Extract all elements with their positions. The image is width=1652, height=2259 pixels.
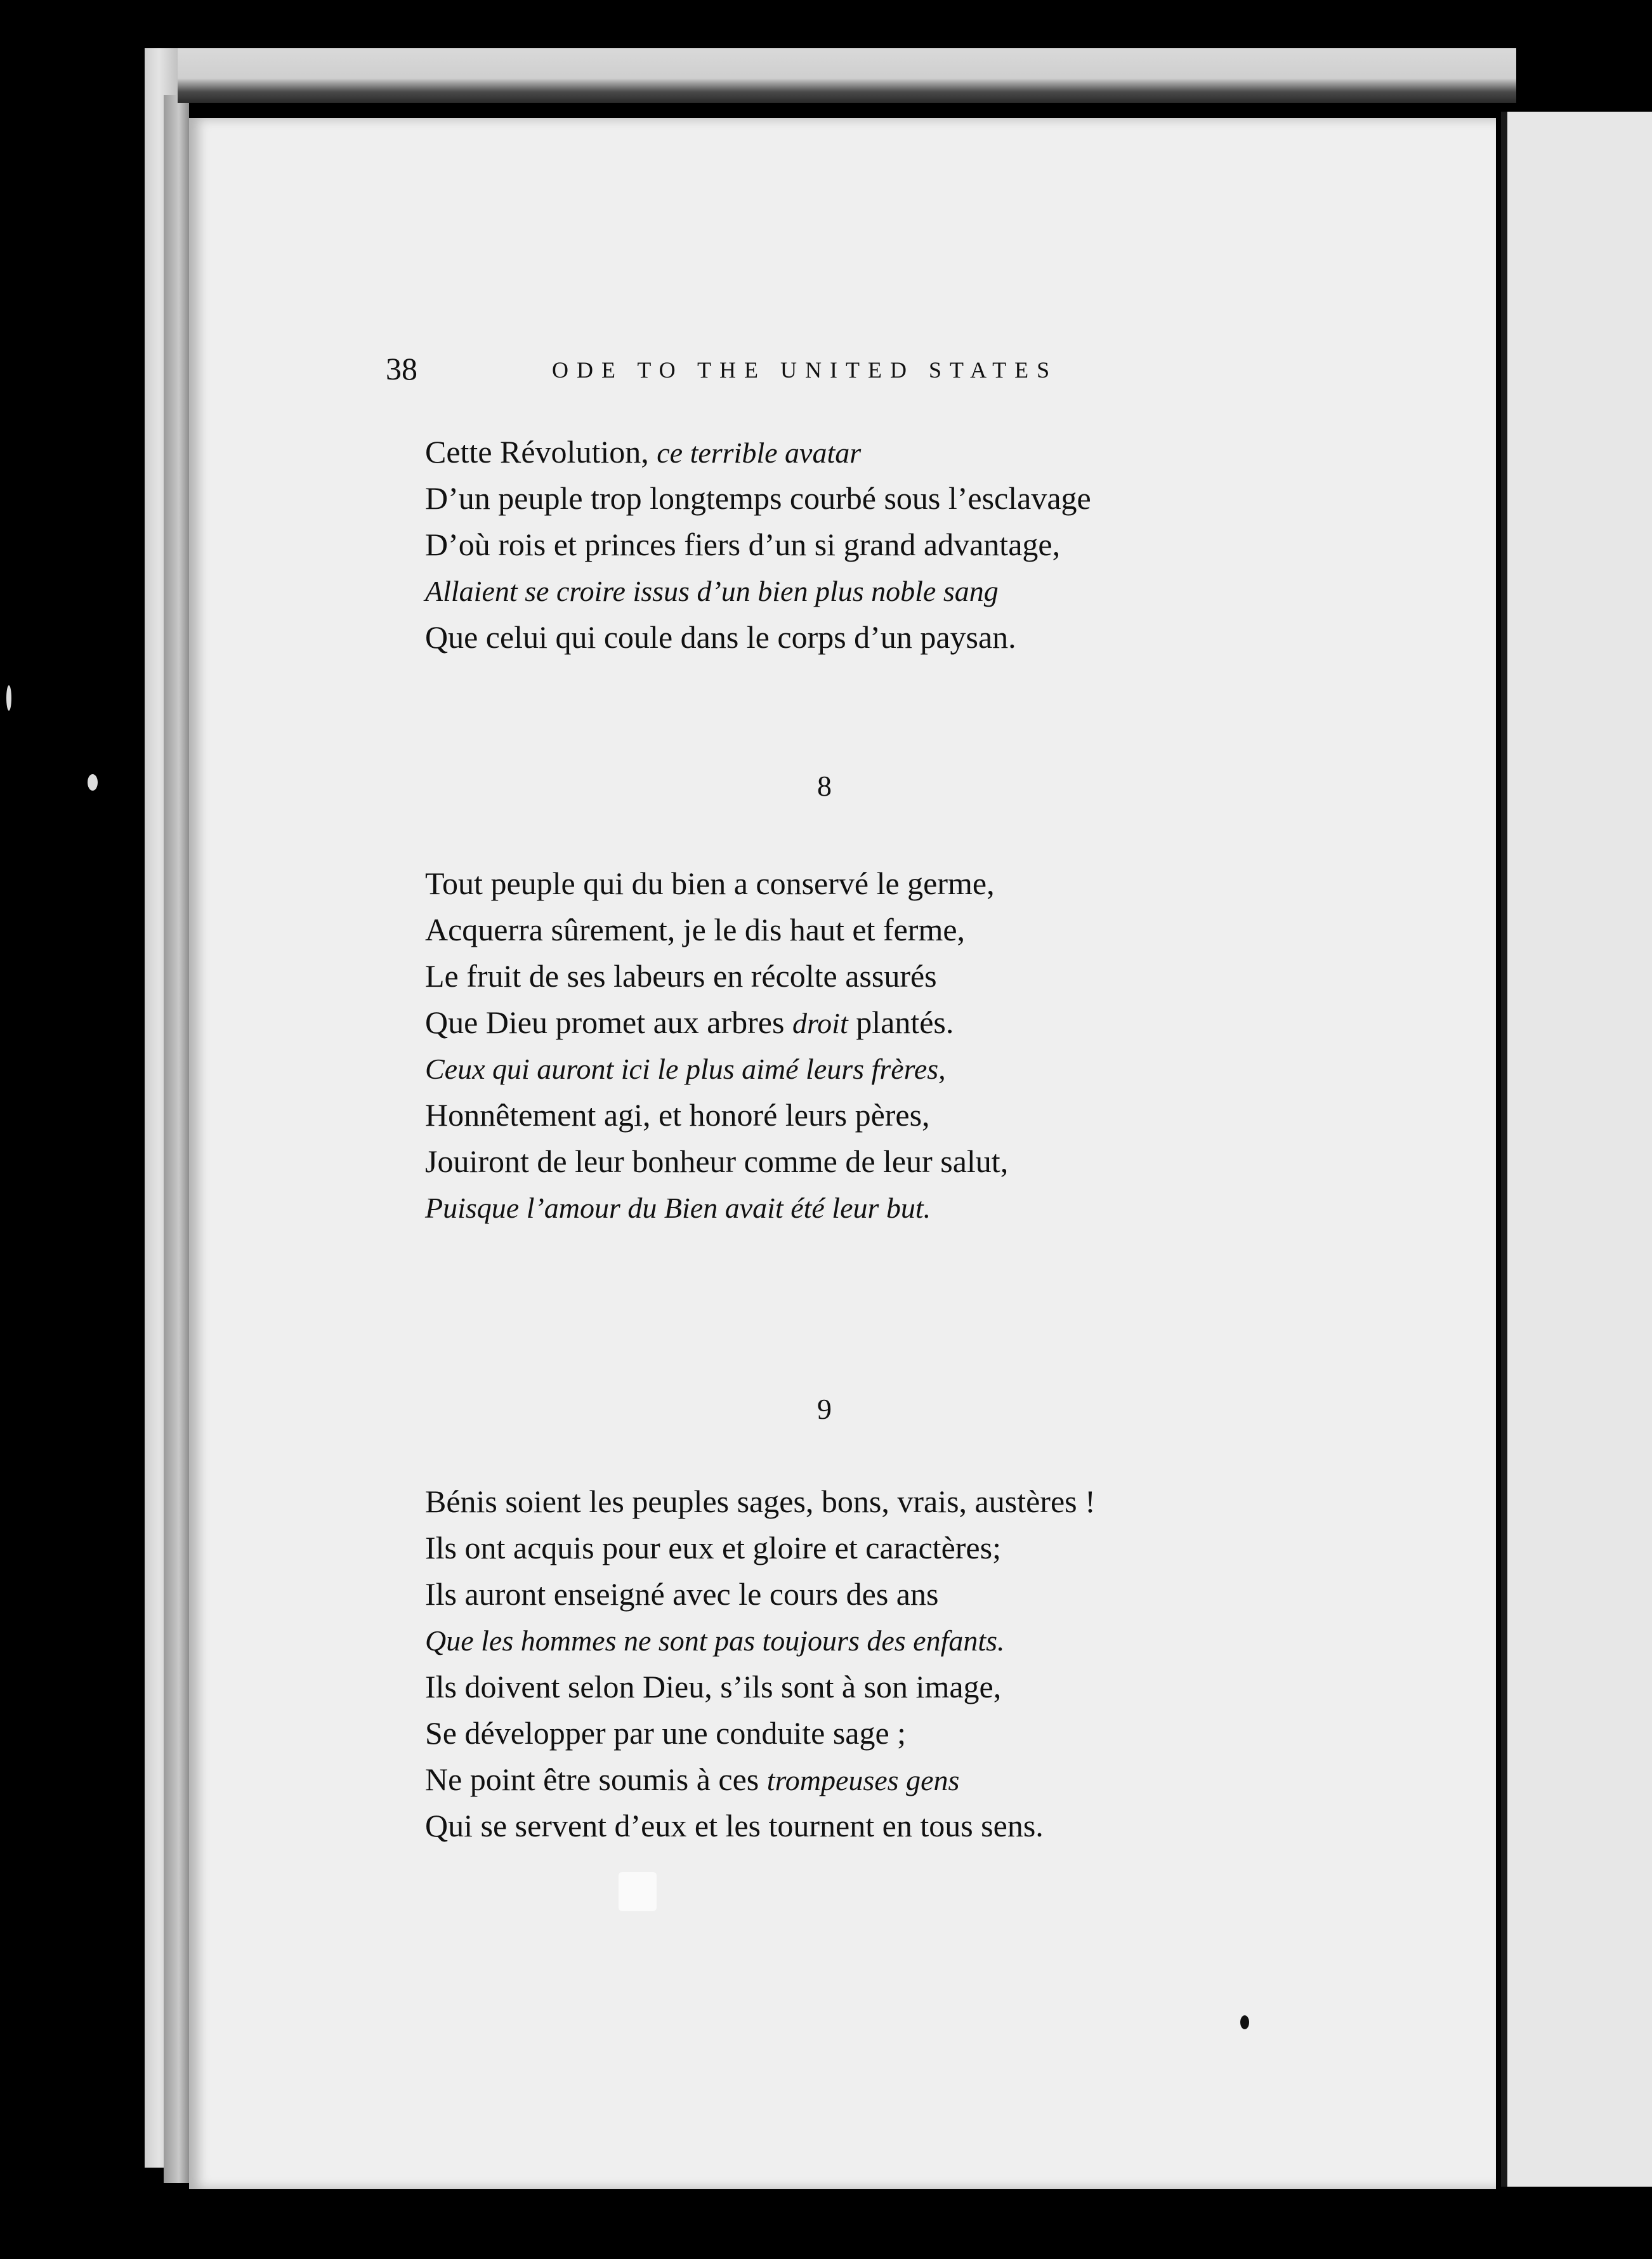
verse-line [425, 999, 1313, 1046]
verse-line [425, 1092, 1313, 1138]
verse-italic-text: ce terrible avatar [657, 437, 862, 469]
verse-text: Ils auront enseigné avec le cours des ans [425, 1576, 939, 1612]
verse-text: Cette Révolution, [425, 434, 657, 470]
verse-line [425, 1756, 1313, 1803]
verse-text: Qui se servent d’eux et les tournent en tous sens. [425, 1808, 1044, 1843]
verse-text: Que Dieu promet aux arbres [425, 1004, 792, 1040]
verse-italic-text: trompeuses gens [766, 1764, 960, 1796]
facing-page-sliver [1501, 112, 1652, 2187]
verse-line [425, 953, 1313, 999]
verse-line [425, 907, 1313, 953]
stanza-continued [425, 429, 1313, 661]
verse-italic-text: Ceux qui auront ici le plus aimé leurs frères, [425, 1053, 946, 1085]
top-page-edge [178, 48, 1516, 103]
verse-line [425, 1664, 1313, 1710]
stanza-9 [425, 1479, 1313, 1849]
verse-line [425, 1525, 1313, 1571]
verse-text: D’un peuple trop longtemps courbé sous l’esclavage [425, 480, 1091, 516]
stanza-number-8: 8 [817, 770, 832, 802]
verse-line [425, 1479, 1313, 1525]
ink-speck [1240, 2015, 1249, 2029]
verse-italic-text: Que les hommes ne sont pas toujours des enfants. [425, 1624, 1005, 1657]
verse-text: Le fruit de ses labeurs en récolte assurés [425, 958, 937, 994]
verse-text: Jouiront de leur bonheur comme de leur salut, [425, 1143, 1009, 1179]
verse-italic-text: Allaient se croire issus d’un bien plus noble sang [425, 575, 999, 607]
verse-text: plantés. [848, 1004, 954, 1040]
verse-text: Ils ont acquis pour eux et gloire et caractères; [425, 1530, 1001, 1565]
verse-text: Que celui qui coule dans le corps d’un paysan. [425, 619, 1016, 655]
verse-line [425, 1710, 1313, 1756]
verse-text: Honnêtement agi, et honoré leurs pères, [425, 1097, 930, 1133]
stanza-8 [425, 860, 1313, 1231]
verse-line [425, 429, 1313, 475]
verse-line [425, 1617, 1313, 1664]
edge-mark [6, 685, 11, 711]
verse-text: Se développer par une conduite sage ; [425, 1715, 907, 1751]
verse-line [425, 1185, 1313, 1231]
verse-text: Ils doivent selon Dieu, s’ils sont à son image, [425, 1669, 1002, 1704]
verse-line [425, 568, 1313, 614]
page-number: 38 [386, 351, 417, 386]
paper-blemish [619, 1872, 657, 1911]
verse-line [425, 614, 1313, 661]
stanza-number-9: 9 [817, 1393, 832, 1425]
verse-line [425, 1138, 1313, 1185]
verse-line [425, 860, 1313, 907]
running-title: ODE TO THE UNITED STATES [552, 357, 1058, 383]
verse-text: Acquerra sûrement, je le dis haut et ferme, [425, 912, 966, 947]
verse-line [425, 522, 1313, 568]
verse-text: Bénis soient les peuples sages, bons, vrais, austères ! [425, 1484, 1096, 1519]
verse-line [425, 475, 1313, 522]
verse-italic-text: droit [792, 1007, 848, 1039]
verse-line [425, 1046, 1313, 1092]
verse-italic-text: Puisque l’amour du Bien avait été leur but. [425, 1192, 931, 1224]
verse-line [425, 1571, 1313, 1617]
edge-mark [88, 774, 98, 791]
page-edge-shadow [164, 95, 189, 2183]
verse-line [425, 1803, 1313, 1849]
verse-text: Tout peuple qui du bien a conservé le germe, [425, 866, 995, 901]
verse-text: D’où rois et princes fiers d’un si grand advantage, [425, 527, 1061, 562]
verse-text: Ne point être soumis à ces [425, 1762, 767, 1797]
